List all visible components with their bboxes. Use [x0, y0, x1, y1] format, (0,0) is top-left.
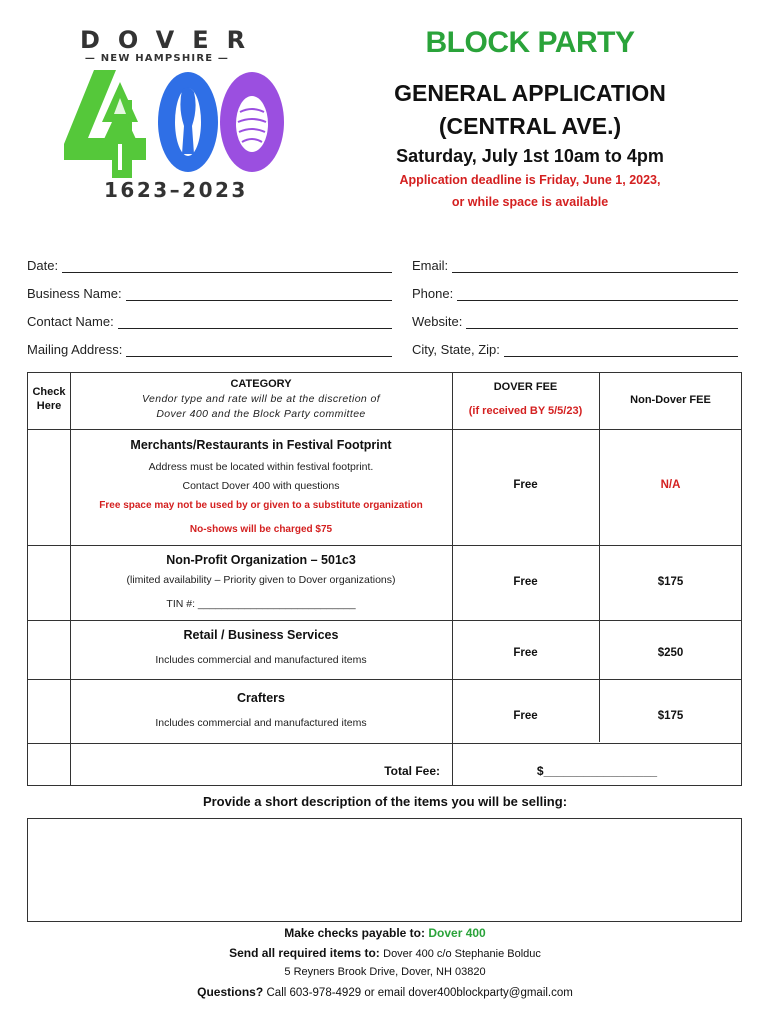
total-fee-value[interactable]: $_________________: [536, 764, 658, 778]
row-nonprofit-title: Non-Profit Organization – 501c3: [166, 553, 356, 567]
city-state-zip-label: City, State, Zip:: [412, 342, 500, 357]
description-textbox[interactable]: [27, 818, 742, 922]
email-field[interactable]: [412, 258, 738, 273]
page-title: BLOCK PARTY: [425, 26, 635, 59]
vendor-category-table: [27, 372, 742, 786]
logo-word: DOVER: [80, 26, 264, 54]
deadline-line-2: or while space is available: [451, 195, 609, 209]
logo-digit-zero-blue: [158, 72, 218, 172]
row-nonprofit-checkbox[interactable]: [28, 546, 70, 620]
row-merchants-title: Merchants/Restaurants in Festival Footprint: [130, 438, 392, 452]
contact-name-label: Contact Name:: [27, 314, 114, 329]
footer-address: 5 Reyners Brook Drive, Dover, NH 03820: [284, 966, 486, 978]
subtitle-general-application: GENERAL APPLICATION: [394, 80, 666, 106]
header-non-dover-fee: Non-Dover FEE: [630, 394, 711, 406]
phone-label: Phone:: [412, 286, 454, 301]
header-check-here: Check Here: [32, 386, 66, 412]
mailing-address-label: Mailing Address:: [27, 342, 123, 357]
website-label: Website:: [412, 314, 463, 329]
phone-field[interactable]: [412, 286, 738, 301]
business-name-label: Business Name:: [27, 286, 122, 301]
row-merchants-non-dover-fee: N/A: [660, 479, 681, 491]
email-label: Email:: [412, 258, 449, 273]
row-crafters-dover-fee: Free: [513, 710, 538, 722]
subtitle-location: (CENTRAL AVE.): [438, 113, 622, 139]
logo-subtitle: — NEW HAMPSHIRE —: [84, 53, 230, 64]
logo-years: 1623–2023: [104, 178, 248, 202]
send-label: Send all required items to:: [229, 946, 380, 960]
header-dover-fee: DOVER FEE: [493, 381, 558, 393]
event-date: Saturday, July 1st 10am to 4pm: [396, 146, 664, 166]
total-fee-label: Total Fee:: [384, 764, 440, 778]
row-crafters-checkbox[interactable]: [28, 680, 70, 743]
website-field[interactable]: [412, 314, 738, 329]
header-category-note-2: Dover 400 and the Block Party committee: [156, 408, 366, 420]
description-prompt: Provide a short description of the items you will be selling:: [202, 794, 568, 809]
row-merchants-line-2: Contact Dover 400 with questions: [182, 480, 340, 492]
row-merchants-red-line-2: No-shows will be charged $75: [189, 524, 333, 535]
date-label: Date:: [27, 258, 59, 273]
city-state-zip-field[interactable]: [412, 342, 738, 357]
questions-label: Questions?: [197, 985, 264, 999]
checks-label: Make checks payable to:: [284, 926, 425, 940]
questions-value: Call 603-978-4929 or email dover400blockparty@gmail.com: [266, 987, 573, 999]
row-retail-line-1: Includes commercial and manufactured items: [155, 654, 367, 666]
row-retail-title: Retail / Business Services: [183, 628, 339, 642]
send-value: Dover 400 c/o Stephanie Bolduc: [383, 948, 541, 960]
row-nonprofit-dover-fee: Free: [513, 576, 538, 588]
logo-400-graphic: [54, 68, 294, 180]
header-category-note-1: Vendor type and rate will be at the discretion of: [141, 393, 381, 405]
logo-digit-zero-purple: [220, 72, 284, 172]
row-nonprofit-tin: TIN #: ___________________________: [166, 598, 356, 610]
row-crafters-line-1: Includes commercial and manufactured items: [155, 717, 367, 729]
row-crafters-title: Crafters: [237, 691, 285, 705]
row-crafters-non-dover-fee: $175: [657, 710, 684, 722]
row-merchants-red-line-1: Free space may not be used by or given to a substitute organization: [99, 500, 423, 511]
footer-questions-line: [0, 985, 770, 999]
row-nonprofit-non-dover-fee: $175: [657, 576, 684, 588]
row-merchants-line-1: Address must be located within festival footprint.: [148, 461, 374, 473]
row-retail-dover-fee: Free: [513, 647, 538, 659]
row-nonprofit-line-1: (limited availability – Priority given to Dover organizations): [126, 574, 396, 586]
logo-digit-four: [64, 70, 146, 178]
footer-send-line: [0, 946, 770, 960]
row-merchants-checkbox[interactable]: [28, 430, 70, 545]
checks-value: Dover 400: [428, 926, 486, 940]
footer-checks-line: [0, 926, 770, 940]
deadline-line-1: Application deadline is Friday, June 1, 2023,: [399, 173, 661, 187]
row-merchants-dover-fee: Free: [513, 479, 538, 491]
row-retail-non-dover-fee: $250: [657, 647, 684, 659]
header-dover-fee-note: (if received BY 5/5/23): [468, 405, 583, 417]
business-name-field[interactable]: [27, 286, 392, 301]
contact-name-field[interactable]: [27, 314, 392, 329]
date-field[interactable]: [27, 258, 392, 273]
mailing-address-field[interactable]: [27, 342, 392, 357]
header-category: CATEGORY: [230, 378, 292, 390]
row-retail-checkbox[interactable]: [28, 621, 70, 679]
